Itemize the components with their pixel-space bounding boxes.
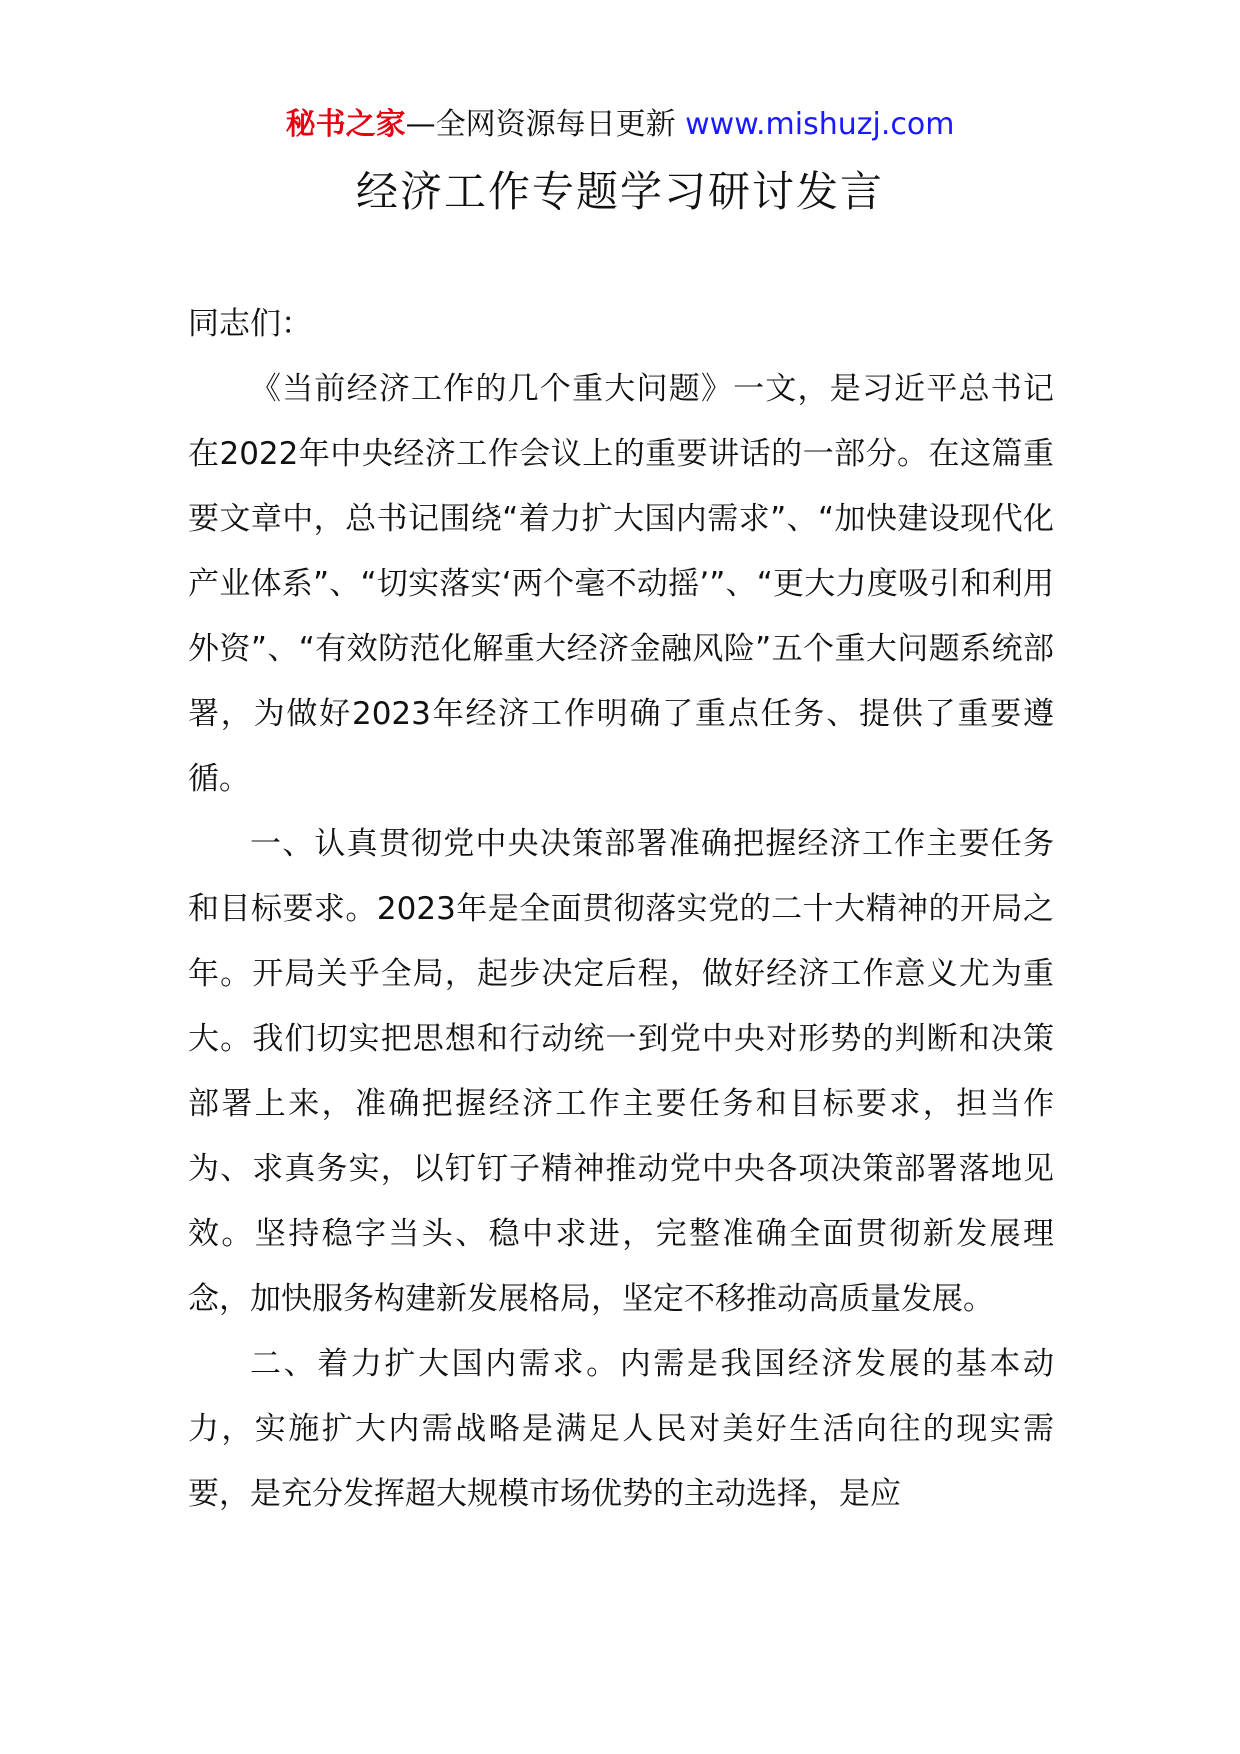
document-title: 经济工作专题学习研讨发言 — [355, 167, 884, 216]
banner-brand: 秘书之家 — [285, 107, 406, 142]
banner-slogan: —全网资源每日更新 — [405, 107, 686, 142]
site-banner — [0, 100, 1240, 150]
salutation: 同志们： — [188, 306, 312, 342]
paragraph-section-1: 一、认真贯彻党中央决策部署准确把握经济工作主要任务和目标要求。2023年是全面贯彻落实党的二十大精神的开局之年。开局关乎全局，起步决定后程，做好经济工作意义尤为重大。我们切实把思想和行动统一到党中央对形势的判断和决策部署上来，准确把握经济工作主要任务和目标要求，担当作为、求真务实，以钉钉子精神推动党中央各项决策部署落地见效。坚持稳字当头、稳中求进，完整准确全面贯彻新发展理念，加快服务构建新发展格局，坚定不移推动高质量发展。 — [188, 826, 1054, 1317]
paragraph-section-2: 二、着力扩大国内需求。内需是我国经济发展的基本动力，实施扩大内需战略是满足人民对美好生活向往的现实需要，是充分发挥超大规模市场优势的主动选择，是应 — [188, 1346, 1054, 1512]
paragraph-intro: 《当前经济工作的几个重大问题》一文，是习近平总书记在2022年中央经济工作会议上的重要讲话的一部分。在这篇重要文章中，总书记围绕“着力扩大国内需求”、“加快建设现代化产业体系”、“切实落实‘两个毫不动摇’”、“更大力度吸引和利用外资”、“有效防范化解重大经济金融风险”五个重大问题系统部署，为做好2023年经济工作明确了重点任务、提供了重要遵循。 — [188, 371, 1054, 797]
banner-url-link[interactable]: www.mishuzj.com — [685, 107, 955, 142]
document-body — [188, 292, 1054, 1527]
